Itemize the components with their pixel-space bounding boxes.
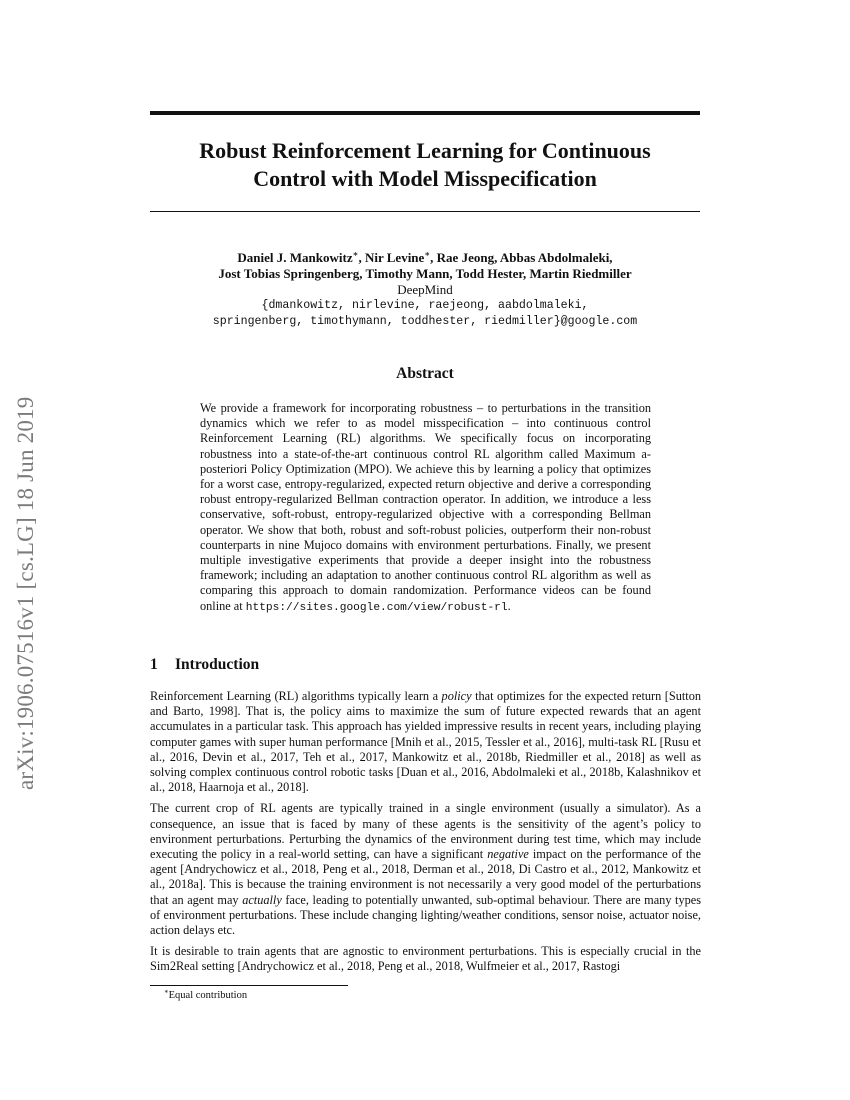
author-levine: , Nir Levine — [358, 250, 425, 265]
author-names-line-2: Jost Tobias Springenberg, Timothy Mann, Todd Hester, Martin Riedmiller — [218, 266, 632, 281]
text-run: that optimizes for the expected return [Sutton and Barto, 1998]. That is, the policy aims to maximize the sum of future expected rewards that an agent accumulates in a particular task. This approach has yielded impressive results in recent years, including playing computer games with super human performance [Mnih et al., 2015, Tessler et al., 2016], multi-task RL [Rusu et al., 2016, Devin et al., 2017, Teh et al., 2017, Mankowitz et al., 2018b, Riedmiller et al., 2018] as well as solving complex continuous control robotic tasks [Duan et al., 2016, Abdolmaleki et al., 2018b, Kalashnikov et al., 2018, Haarnoja et al., 2018]. — [150, 689, 702, 795]
section-title: Introduction — [175, 656, 260, 673]
author-mankowitz: Daniel J. Mankowitz — [237, 250, 353, 265]
emphasis-actually: actually — [242, 892, 282, 907]
abstract-period: . — [507, 598, 511, 613]
title-bottom-rule — [150, 211, 700, 212]
paper-title — [150, 137, 700, 193]
footnote-rule — [150, 985, 348, 986]
footnote-mark: ∗ — [164, 988, 169, 996]
title-line-1: Robust Reinforcement Learning for Continuous — [199, 138, 651, 163]
project-url-link[interactable]: https://sites.google.com/view/robust-rl — [245, 601, 508, 614]
section-heading-introduction — [150, 655, 700, 675]
introduction-body — [150, 689, 701, 981]
text-run: Reinforcement Learning (RL) algorithms typically learn a — [150, 689, 439, 703]
email-line-2: springenberg, timothymann, toddhester, riedmiller}@google.com — [212, 315, 638, 328]
abstract-text — [200, 401, 651, 616]
affiliation: DeepMind — [397, 282, 453, 297]
emphasis-policy: policy — [441, 689, 472, 703]
text-run: impact on the performance of the agent [Andrychowicz et al., 2018, Peng et al., 2018, Derman et al., 2018, Di Castro et al., 2012, Mankowitz et al., 2018a]. This is because the training environment is not necessarily a very good model of the perturbations that an agent may — [150, 847, 702, 907]
email-line-1: {dmankowitz, nirlevine, raejeong, aabdolmaleki, — [261, 299, 589, 312]
intro-paragraph-3: It is desirable to train agents that are agnostic to environment perturbations. This is especially crucial in the Sim2Real setting [Andrychowicz et al., 2018, Peng et al., 2018, Wulfmeier et al., 2017, Rastogi — [150, 944, 701, 974]
equal-contribution-mark: ∗ — [352, 248, 359, 259]
emphasis-negative: negative — [487, 847, 529, 862]
section-number: 1 — [150, 656, 158, 673]
abstract-body: We provide a framework for incorporating robustness – to perturbations in the transition dynamics which we refer to as model misspecification – into continuous control Reinforcement Learning (RL) algorithms. We specifically focus on incorporating robustness into a state-of-the-art continuous control RL algorithm called Maximum a-posteriori Policy Optimization (MPO). We achieve this by learning a policy that optimizes for a worst case, entropy-regularized, expected return objective and derive a corresponding robust entropy-regularized Bellman contraction operator. In addition, we introduce a less conservative, soft-robust, entropy-regularized objective with a corresponding Bellman operator. We show that both, robust and soft-robust policies, outperform their non-robust counterparts in nine Mujoco domains with environment perturbations. Finally, we present multiple investigative experiments that provide a deeper insight into the robustness framework; including an adaptation to another continuous control RL algorithm as well as comparing this approach to domain randomization. Performance videos can be found online at — [200, 401, 651, 613]
intro-paragraph-1 — [150, 689, 701, 795]
footnote-text: Equal contribution — [168, 990, 248, 1001]
title-line-2: Control with Model Misspecification — [253, 166, 597, 191]
text-run: face, leading to potentially unwanted, sub-optimal behaviour. There are many types of environment perturbations. These include changing lighting/weather conditions, sensor noise, actuator noise, action delays etc. — [150, 892, 702, 938]
text-run: The current crop of RL agents are typically trained in a single environment (usually a simulator). As a consequence, an issue that is faced by many of these agents is the sensitivity of the agent’s policy to environment perturbations. Perturbing the dynamics of the environment during test time, which may include executing the policy in a real-world setting, can have a significant — [150, 801, 701, 862]
abstract-heading: Abstract — [396, 365, 454, 382]
author-names-line-1 — [150, 250, 700, 266]
author-names-rest: , Rae Jeong, Abbas Abdolmaleki, — [430, 250, 613, 265]
equal-contribution-mark: ∗ — [424, 248, 431, 259]
footnote — [164, 989, 247, 1002]
title-top-rule — [150, 111, 700, 115]
arxiv-identifier-banner: arXiv:1906.07516v1 [cs.LG] 18 Jun 2019 — [13, 396, 38, 790]
author-block — [150, 250, 700, 330]
intro-paragraph-2 — [150, 801, 701, 938]
